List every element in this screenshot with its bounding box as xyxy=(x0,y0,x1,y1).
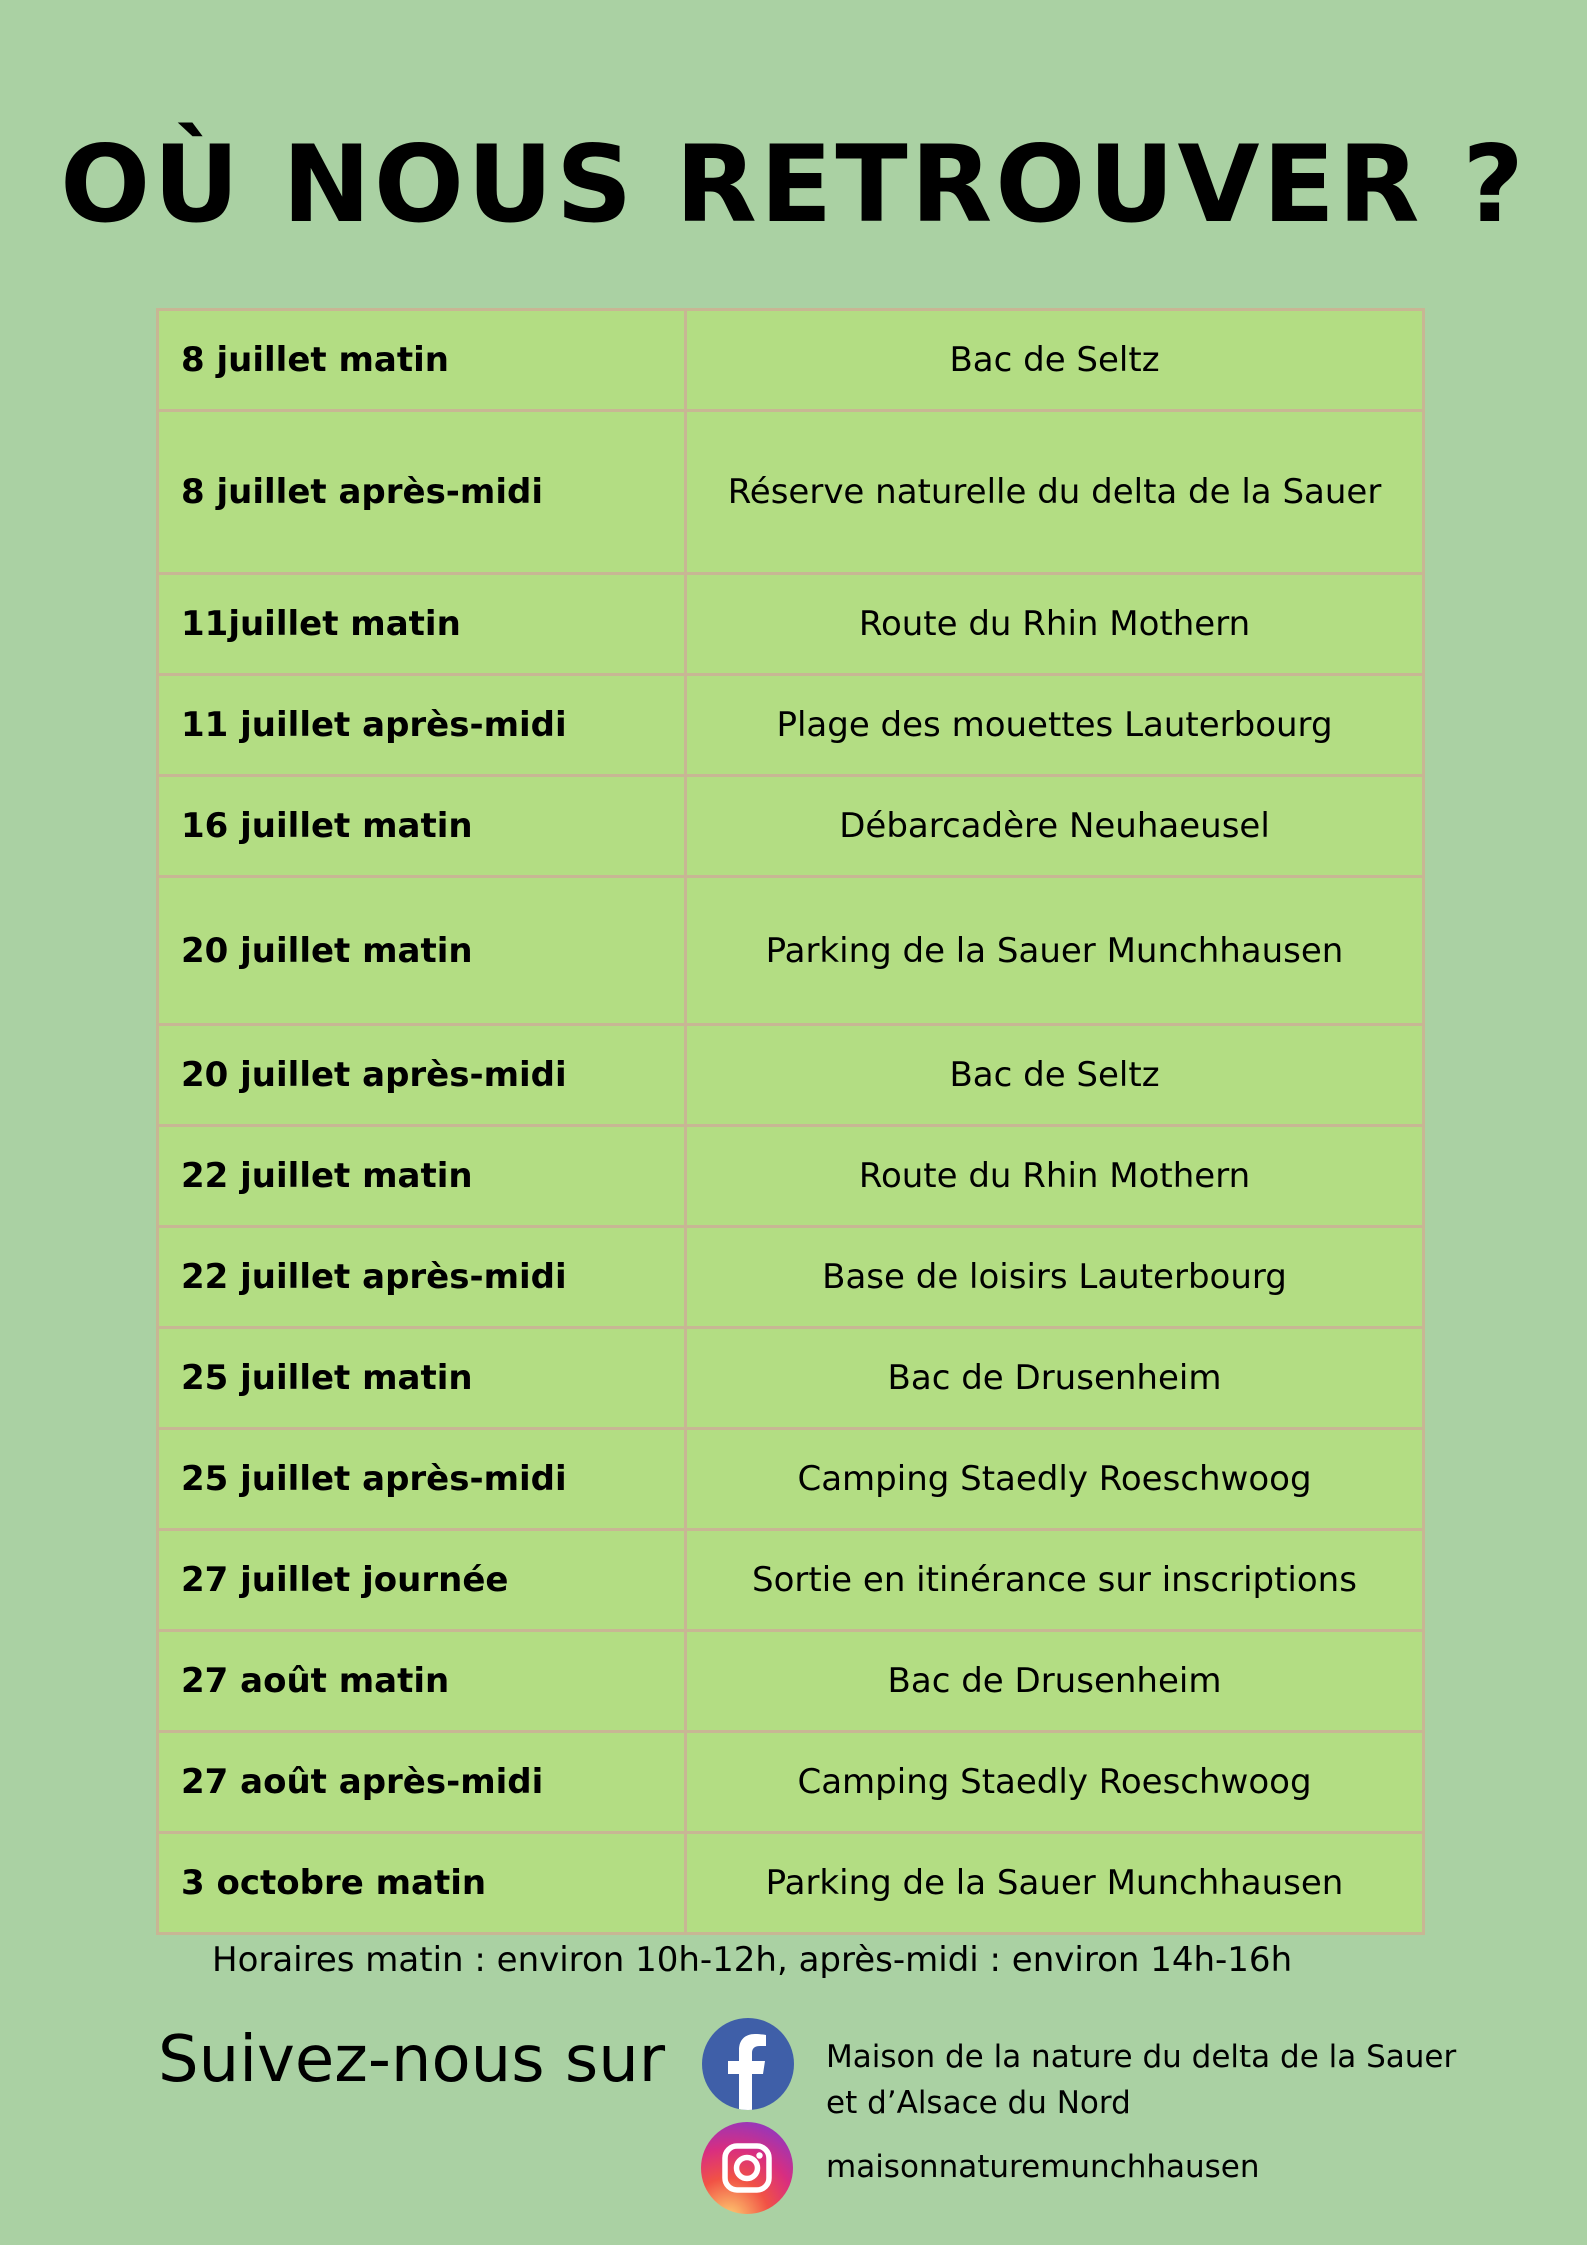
table-row xyxy=(158,1328,1424,1429)
schedule-date: 11juillet matin xyxy=(158,574,686,675)
table-row xyxy=(158,1429,1424,1530)
schedule-place: Camping Staedly Roeschwoog xyxy=(686,1732,1424,1833)
follow-label: Suivez-nous sur xyxy=(158,2023,666,2097)
page-title: OÙ NOUS RETROUVER ? xyxy=(60,123,1527,246)
schedule-date: 20 juillet après-midi xyxy=(158,1025,686,1126)
schedule-place: Base de loisirs Lauterbourg xyxy=(686,1227,1424,1328)
schedule-date: 27 août matin xyxy=(158,1631,686,1732)
facebook-page-name[interactable] xyxy=(826,2034,1456,2126)
table-row xyxy=(158,1227,1424,1328)
instagram-handle[interactable]: maisonnaturemunchhausen xyxy=(826,2149,1260,2185)
schedule-date: 3 octobre matin xyxy=(158,1833,686,1934)
instagram-icon[interactable] xyxy=(701,2122,793,2214)
schedule-place: Bac de Drusenheim xyxy=(686,1328,1424,1429)
schedule-place: Route du Rhin Mothern xyxy=(686,1126,1424,1227)
schedule-place: Parking de la Sauer Munchhausen xyxy=(686,1833,1424,1934)
schedule-date: 22 juillet matin xyxy=(158,1126,686,1227)
schedule-place: Camping Staedly Roeschwoog xyxy=(686,1429,1424,1530)
schedule-date: 20 juillet matin xyxy=(158,877,686,1025)
table-row xyxy=(158,1833,1424,1934)
table-row xyxy=(158,877,1424,1025)
facebook-name-line-1: Maison de la nature du delta de la Sauer xyxy=(826,2039,1457,2075)
schedule-place: Réserve naturelle du delta de la Sauer xyxy=(686,411,1424,574)
schedule-place: Plage des mouettes Lauterbourg xyxy=(686,675,1424,776)
table-row xyxy=(158,776,1424,877)
schedule-date: 27 juillet journée xyxy=(158,1530,686,1631)
schedule-date: 8 juillet après-midi xyxy=(158,411,686,574)
facebook-logo-glyph xyxy=(702,2018,794,2110)
schedule-place: Bac de Seltz xyxy=(686,1025,1424,1126)
table-row xyxy=(158,574,1424,675)
hours-note: Horaires matin : environ 10h-12h, après-midi : environ 14h-16h xyxy=(212,1940,1293,1980)
schedule-date: 11 juillet après-midi xyxy=(158,675,686,776)
schedule-place: Bac de Drusenheim xyxy=(686,1631,1424,1732)
schedule-place: Route du Rhin Mothern xyxy=(686,574,1424,675)
schedule-date: 25 juillet après-midi xyxy=(158,1429,686,1530)
table-row xyxy=(158,310,1424,411)
facebook-icon[interactable] xyxy=(702,2018,794,2110)
schedule-date: 16 juillet matin xyxy=(158,776,686,877)
schedule-date: 22 juillet après-midi xyxy=(158,1227,686,1328)
schedule-date: 27 août après-midi xyxy=(158,1732,686,1833)
table-row xyxy=(158,1530,1424,1631)
table-row xyxy=(158,1631,1424,1732)
schedule-place: Bac de Seltz xyxy=(686,310,1424,411)
schedule-table xyxy=(156,308,1425,1935)
schedule-place: Débarcadère Neuhaeusel xyxy=(686,776,1424,877)
facebook-name-line-2: et d’Alsace du Nord xyxy=(826,2085,1131,2121)
table-row xyxy=(158,411,1424,574)
schedule-date: 8 juillet matin xyxy=(158,310,686,411)
table-row xyxy=(158,1732,1424,1833)
schedule-place: Parking de la Sauer Munchhausen xyxy=(686,877,1424,1025)
schedule-date: 25 juillet matin xyxy=(158,1328,686,1429)
table-row xyxy=(158,1126,1424,1227)
table-row xyxy=(158,1025,1424,1126)
schedule-place: Sortie en itinérance sur inscriptions xyxy=(686,1530,1424,1631)
table-row xyxy=(158,675,1424,776)
instagram-logo-glyph xyxy=(701,2122,793,2214)
